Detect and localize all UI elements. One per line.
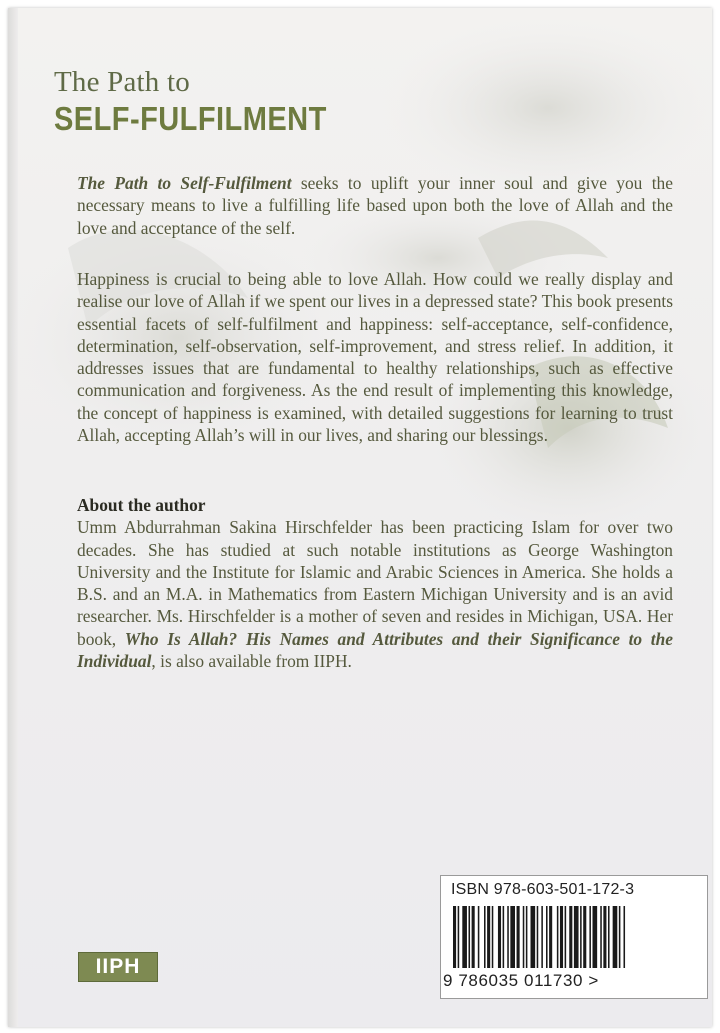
- barcode-icon: [453, 906, 693, 968]
- title-line-2: SELF-FULFILMENT: [54, 100, 327, 137]
- author-bio-end: , is also available from IIPH.: [151, 651, 352, 672]
- iiph-logo: IIPH: [78, 952, 158, 982]
- title-line-1: The Path to: [54, 66, 190, 98]
- barcode-digits: 9 786035 011730 >: [443, 971, 599, 990]
- author-heading: About the author: [77, 495, 206, 515]
- intro-paragraph: [77, 172, 673, 239]
- book-title-inline: The Path to Self-Fulfilment: [77, 173, 292, 193]
- other-book-title: Who Is Allah? His Names and Attributes and their Significance to the Individual: [77, 628, 673, 672]
- isbn-barcode-box: [440, 875, 708, 999]
- isbn-label: ISBN 978-603-501-172-3: [451, 881, 635, 898]
- description-paragraph: Happiness is crucial to being able to love Allah. How could we really display and realise our love of Allah if we spent our lives in a depressed state? This book presents essential facets of self-fulfilment and happiness: self-acceptance, self-confidence, determination, self-observation, self-improvement, and stress relief. In addition, it addresses issues that are fundamental to healthy relationships, such as effective communication and forgiveness. As the end result of implementing this knowledge, the concept of happiness is examined, with detailed suggestions for learning to trust Allah, accepting Allah’s will in our lives, and sharing our blessings.: [77, 269, 673, 446]
- author-paragraph: [77, 494, 673, 672]
- intro-text: seeks to uplift your inner soul and give you the necessary means to live a fulfilling life based upon both the love of Allah and the love and acceptance of the self.: [77, 173, 673, 238]
- author-bio: Umm Abdurrahman Sakina Hirschfelder has been practicing Islam for over two decades. She has studied at such notable institutions as George Washington University and the Institute for Islamic and Arabic Sciences in America. She holds a B.S. and an M.A. in Mathematics from Eastern Michigan University and is an avid researcher. Ms. Hirschfelder is a mother of seven and resides in Michigan, USA. Her book,: [77, 517, 673, 649]
